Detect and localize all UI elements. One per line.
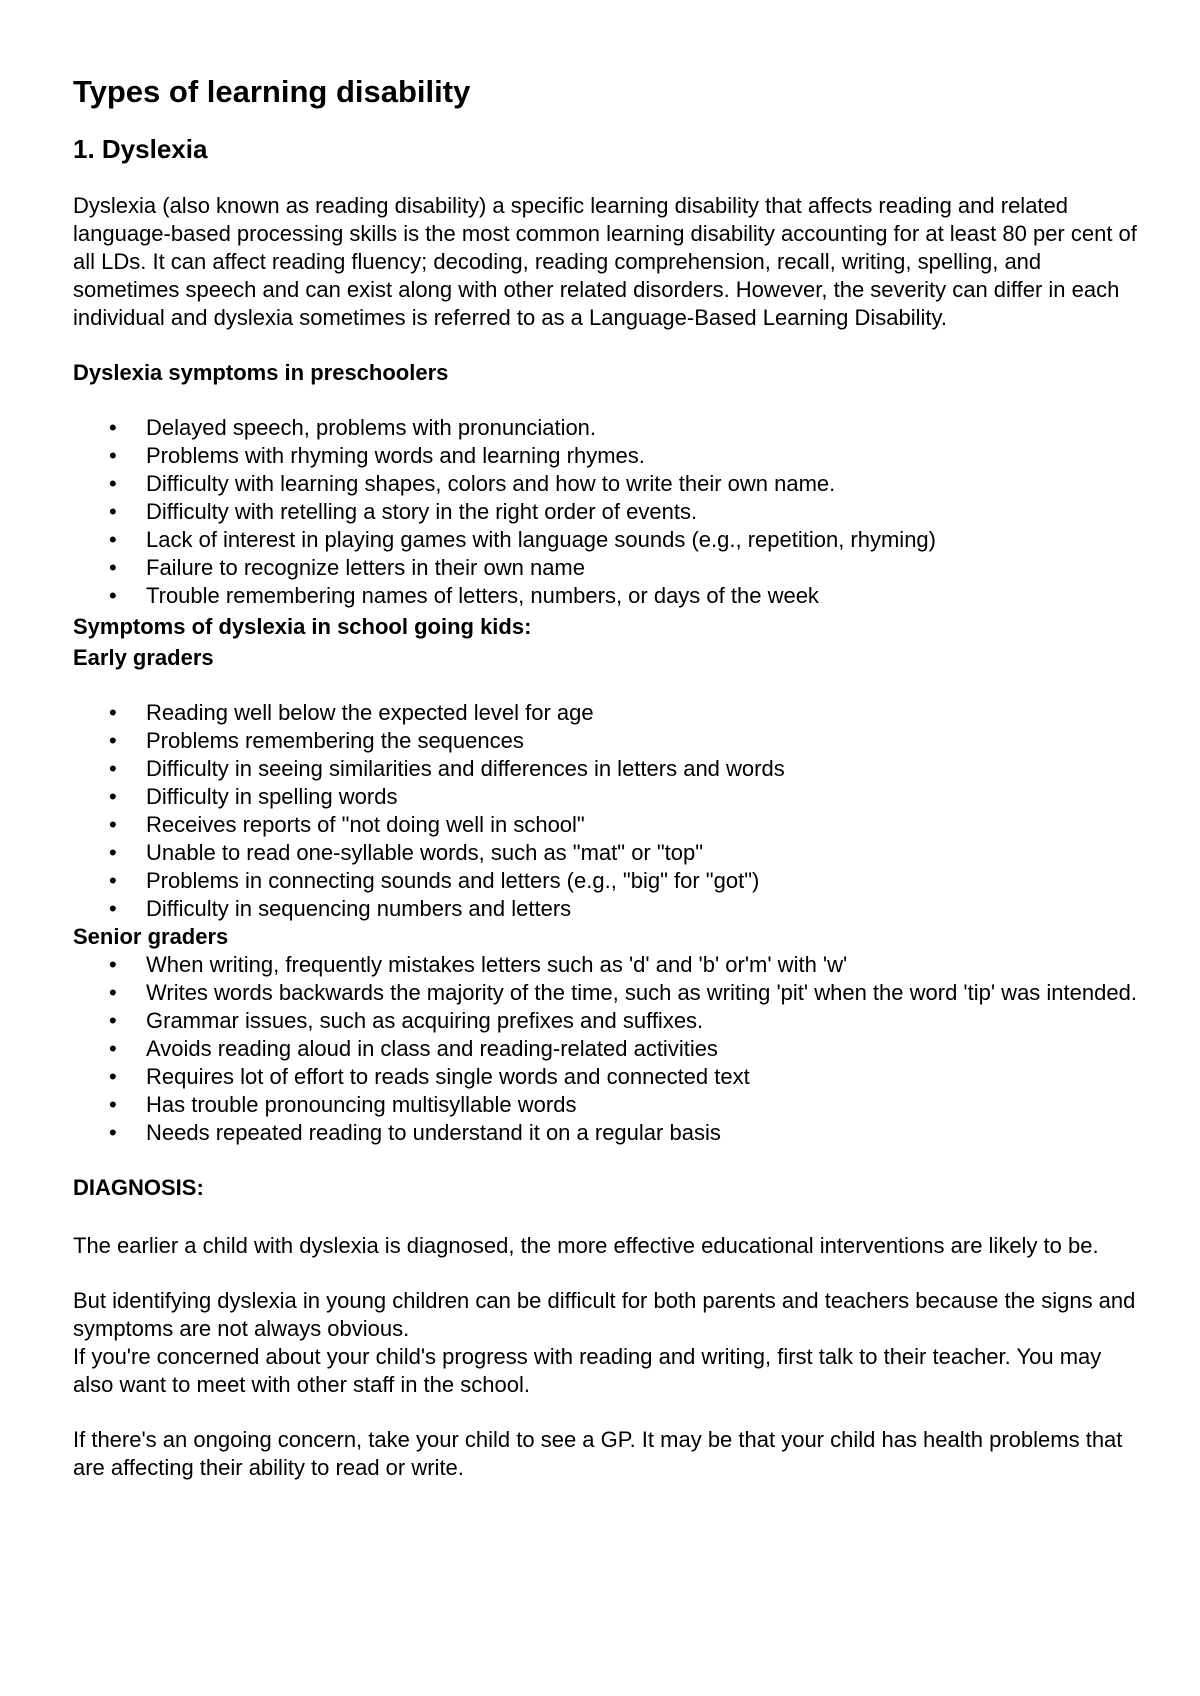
list-item: • Receives reports of "not doing well in school" — [73, 811, 1143, 839]
list-item: • Requires lot of effort to reads single words and connected text — [73, 1063, 1143, 1091]
list-item: • Unable to read one-syllable words, such as "mat" or "top" — [73, 839, 1143, 867]
diagnosis-paragraph-1: The earlier a child with dyslexia is diagnosed, the more effective educational interventions are likely to be. — [73, 1233, 1099, 1258]
document-page — [73, 72, 1143, 1482]
list-item: • Writes words backwards the majority of the time, such as writing 'pit' when the word 'tip' was intended. — [73, 979, 1143, 1007]
diagnosis-heading: DIAGNOSIS: — [73, 1175, 204, 1200]
list-item: • Difficulty with learning shapes, colors and how to write their own name. — [73, 470, 1143, 498]
diagnosis-paragraph-3: If you're concerned about your child's progress with reading and writing, first talk to their teacher. You may also want to meet with other staff in the school. — [73, 1344, 1102, 1397]
list-item: • Reading well below the expected level for age — [73, 699, 1143, 727]
list-item: • Difficulty with retelling a story in the right order of events. — [73, 498, 1143, 526]
list-item: • Difficulty in sequencing numbers and letters — [73, 895, 1143, 923]
list-item: • When writing, frequently mistakes letters such as 'd' and 'b' or'm' with 'w' — [73, 951, 1143, 979]
list-item: • Trouble remembering names of letters, numbers, or days of the week — [73, 582, 1143, 610]
list-item: • Problems remembering the sequences — [73, 727, 1143, 755]
list-item: • Needs repeated reading to understand it on a regular basis — [73, 1119, 1143, 1147]
page-title: Types of learning disability — [73, 74, 471, 109]
list-item: • Difficulty in spelling words — [73, 783, 1143, 811]
senior-graders-heading: Senior graders — [73, 924, 229, 949]
preschool-symptom-list — [73, 414, 1143, 610]
diagnosis-paragraph-4: If there's an ongoing concern, take your child to see a GP. It may be that your child has health problems that are affecting their ability to read or write. — [73, 1427, 1123, 1480]
list-item: • Problems with rhyming words and learning rhymes. — [73, 442, 1143, 470]
list-item: • Lack of interest in playing games with language sounds (e.g., repetition, rhyming) — [73, 526, 1143, 554]
list-item: • Problems in connecting sounds and letters (e.g., "big" for "got") — [73, 867, 1143, 895]
school-heading: Symptoms of dyslexia in school going kids: — [73, 614, 532, 639]
list-item: • Grammar issues, such as acquiring prefixes and suffixes. — [73, 1007, 1143, 1035]
list-item: • Failure to recognize letters in their own name — [73, 554, 1143, 582]
list-item: • Has trouble pronouncing multisyllable words — [73, 1091, 1143, 1119]
section-heading: 1. Dyslexia — [73, 134, 208, 164]
list-item: • Difficulty in seeing similarities and differences in letters and words — [73, 755, 1143, 783]
senior-graders-symptom-list — [73, 951, 1143, 1147]
preschool-heading: Dyslexia symptoms in preschoolers — [73, 360, 449, 385]
intro-paragraph: Dyslexia (also known as reading disability) a specific learning disability that affects reading and related language-based processing skills is the most common learning disability accounting for at least 80 per cent of all LDs. It can affect reading fluency; decoding, reading comprehension, recall, writing, spelling, and sometimes speech and can exist along with other related disorders. However, the severity can differ in each individual and dyslexia sometimes is referred to as a Language-Based Learning Disability. — [73, 193, 1137, 330]
diagnosis-paragraph-2: But identifying dyslexia in young children can be difficult for both parents and teachers because the signs and symptoms are not always obvious. — [73, 1288, 1136, 1341]
early-graders-symptom-list — [73, 699, 1143, 923]
early-graders-heading: Early graders — [73, 645, 214, 670]
list-item: • Avoids reading aloud in class and reading-related activities — [73, 1035, 1143, 1063]
list-item: • Delayed speech, problems with pronunciation. — [73, 414, 1143, 442]
